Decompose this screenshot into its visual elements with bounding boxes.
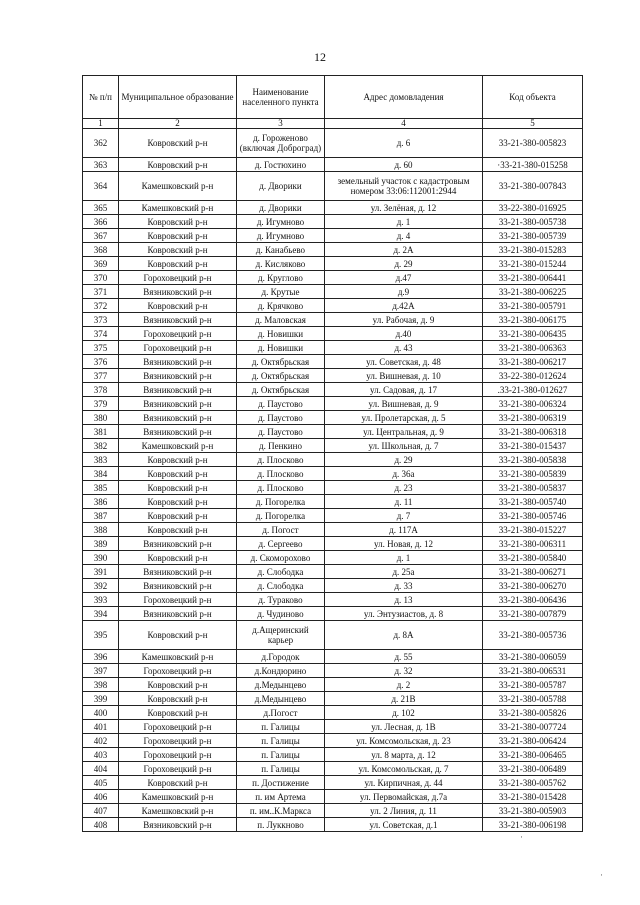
table-row — [83, 706, 583, 720]
municipality-cell: Ковровский р-н — [119, 509, 237, 523]
scan-dot-mark: · — [600, 870, 603, 880]
object-code-cell: 33-21-380-006311 — [483, 537, 583, 551]
municipality-cell: Вязниковский р-н — [119, 607, 237, 621]
table-row — [83, 129, 583, 158]
row-number-cell: 368 — [83, 243, 119, 257]
address-cell: ул. Пролетарская, д. 5 — [325, 411, 483, 425]
header-address: Адрес домовладения — [325, 76, 483, 119]
row-number-cell: 381 — [83, 425, 119, 439]
address-cell: ул. Рабочая, д. 9 — [325, 313, 483, 327]
settlement-cell: д.Ащеринский карьер — [237, 621, 325, 650]
table-row — [83, 313, 583, 327]
row-number-cell: 371 — [83, 285, 119, 299]
table-row — [83, 776, 583, 790]
object-code-cell: 33-21-380-005746 — [483, 509, 583, 523]
table-row — [83, 243, 583, 257]
table-row — [83, 271, 583, 285]
table-row — [83, 565, 583, 579]
table-row — [83, 453, 583, 467]
object-code-cell: 33-21-380-015283 — [483, 243, 583, 257]
table-row — [83, 201, 583, 215]
row-number-cell: 372 — [83, 299, 119, 313]
table-row — [83, 397, 583, 411]
settlement-cell: п. Достижение — [237, 776, 325, 790]
address-cell: д. 6 — [325, 129, 483, 158]
settlement-cell: п. Галицы — [237, 720, 325, 734]
address-cell: ул. 8 марта, д. 12 — [325, 748, 483, 762]
settlement-cell: д. Гостюхино — [237, 158, 325, 172]
address-cell: д. 102 — [325, 706, 483, 720]
row-number-cell: 388 — [83, 523, 119, 537]
municipality-cell: Ковровский р-н — [119, 257, 237, 271]
municipality-cell: Ковровский р-н — [119, 621, 237, 650]
row-number-cell: 403 — [83, 748, 119, 762]
municipality-cell: Гороховецкий р-н — [119, 664, 237, 678]
settlement-cell: д. Дворики — [237, 172, 325, 201]
settlement-cell: д. Гороженово (включая Доброград) — [237, 129, 325, 158]
municipality-cell: Ковровский р-н — [119, 776, 237, 790]
row-number-cell: 375 — [83, 341, 119, 355]
address-cell: д. 29 — [325, 453, 483, 467]
object-code-cell: 33-21-380-006436 — [483, 593, 583, 607]
object-code-cell: 33-21-380-006531 — [483, 664, 583, 678]
municipality-cell: Гороховецкий р-н — [119, 720, 237, 734]
municipality-cell: Камешковский р-н — [119, 650, 237, 664]
municipality-cell: Ковровский р-н — [119, 299, 237, 313]
object-code-cell: 33-21-380-005838 — [483, 453, 583, 467]
row-number-cell: 382 — [83, 439, 119, 453]
object-code-cell: 33-21-380-005903 — [483, 804, 583, 818]
municipality-cell: Вязниковский р-н — [119, 355, 237, 369]
municipality-cell: Ковровский р-н — [119, 692, 237, 706]
municipality-cell: Камешковский р-н — [119, 172, 237, 201]
table-row — [83, 411, 583, 425]
header-municipality: Муниципальное образование — [119, 76, 237, 119]
row-number-cell: 394 — [83, 607, 119, 621]
object-code-cell: 33-21-380-006489 — [483, 762, 583, 776]
column-number: 5 — [483, 119, 583, 129]
object-code-cell: 33-21-380-006441 — [483, 271, 583, 285]
column-number: 4 — [325, 119, 483, 129]
settlement-cell: д. Игумново — [237, 215, 325, 229]
table-row — [83, 285, 583, 299]
settlement-cell: д. Новишки — [237, 327, 325, 341]
address-cell: ул. Энтузиастов, д. 8 — [325, 607, 483, 621]
settlement-cell: д. Октябрьская — [237, 383, 325, 397]
settlement-cell: д. Маловская — [237, 313, 325, 327]
table-body — [83, 129, 583, 832]
settlement-cell: д. Паустово — [237, 411, 325, 425]
address-cell: д. 32 — [325, 664, 483, 678]
address-cell: ул. Советская, д. 48 — [325, 355, 483, 369]
row-number-cell: 397 — [83, 664, 119, 678]
object-code-cell: 33-21-380-015244 — [483, 257, 583, 271]
municipality-cell: Ковровский р-н — [119, 229, 237, 243]
address-cell: д.9 — [325, 285, 483, 299]
municipality-cell: Ковровский р-н — [119, 495, 237, 509]
settlement-cell: д.Медынцево — [237, 678, 325, 692]
settlement-cell: д. Новишки — [237, 341, 325, 355]
address-cell: д. 23 — [325, 481, 483, 495]
row-number-cell: 370 — [83, 271, 119, 285]
municipality-cell: Ковровский р-н — [119, 129, 237, 158]
row-number-cell: 367 — [83, 229, 119, 243]
municipality-cell: Камешковский р-н — [119, 790, 237, 804]
table-row — [83, 720, 583, 734]
row-number-cell: 402 — [83, 734, 119, 748]
object-code-cell: 33-21-380-006319 — [483, 411, 583, 425]
object-code-cell: 33-21-380-006198 — [483, 818, 583, 832]
row-number-cell: 398 — [83, 678, 119, 692]
address-cell: д. 21В — [325, 692, 483, 706]
settlement-cell: д. Паустово — [237, 425, 325, 439]
settlement-cell: д. Погорелка — [237, 495, 325, 509]
municipality-cell: Вязниковский р-н — [119, 285, 237, 299]
address-cell: ул. Вишневая, д. 10 — [325, 369, 483, 383]
column-number-row — [83, 119, 583, 129]
municipality-cell: Ковровский р-н — [119, 215, 237, 229]
settlement-cell: д. Игумново — [237, 229, 325, 243]
municipality-cell: Гороховецкий р-н — [119, 748, 237, 762]
row-number-cell: 385 — [83, 481, 119, 495]
row-number-cell: 366 — [83, 215, 119, 229]
table-row — [83, 523, 583, 537]
object-code-cell: 33-21-380-015227 — [483, 523, 583, 537]
table-row — [83, 678, 583, 692]
row-number-cell: 369 — [83, 257, 119, 271]
object-code-cell: 33-21-380-005791 — [483, 299, 583, 313]
row-number-cell: 401 — [83, 720, 119, 734]
address-cell: д.47 — [325, 271, 483, 285]
row-number-cell: 407 — [83, 804, 119, 818]
municipality-cell: Вязниковский р-н — [119, 369, 237, 383]
address-cell: д. 2А — [325, 243, 483, 257]
settlement-cell: д. Тураково — [237, 593, 325, 607]
address-cell: ул. Комсомольская, д. 7 — [325, 762, 483, 776]
settlement-cell: п. Луккново — [237, 818, 325, 832]
table-row — [83, 650, 583, 664]
row-number-cell: 395 — [83, 621, 119, 650]
object-code-cell: .33-21-380-012627 — [483, 383, 583, 397]
column-number: 3 — [237, 119, 325, 129]
municipality-cell: Ковровский р-н — [119, 523, 237, 537]
settlement-cell: д. Кисляково — [237, 257, 325, 271]
object-code-cell: 33-21-380-005740 — [483, 495, 583, 509]
municipality-cell: Ковровский р-н — [119, 706, 237, 720]
table-row — [83, 509, 583, 523]
row-number-cell: 404 — [83, 762, 119, 776]
object-code-cell: 33-21-380-006225 — [483, 285, 583, 299]
table-row — [83, 818, 583, 832]
address-cell: ул. Садовая, д. 17 — [325, 383, 483, 397]
row-number-cell: 373 — [83, 313, 119, 327]
settlement-cell: п. Галицы — [237, 734, 325, 748]
row-number-cell: 378 — [83, 383, 119, 397]
municipality-cell: Вязниковский р-н — [119, 383, 237, 397]
municipality-cell: Гороховецкий р-н — [119, 327, 237, 341]
object-code-cell: 33-21-380-006435 — [483, 327, 583, 341]
settlement-cell: д. Скоморохово — [237, 551, 325, 565]
table-row — [83, 762, 583, 776]
municipality-cell: Гороховецкий р-н — [119, 593, 237, 607]
address-cell: д. 1 — [325, 551, 483, 565]
address-cell: д. 8А — [325, 621, 483, 650]
settlement-cell: д. Круглово — [237, 271, 325, 285]
settlement-cell: д. Плосково — [237, 467, 325, 481]
table-row — [83, 537, 583, 551]
object-code-cell: 33-22-380-016925 — [483, 201, 583, 215]
row-number-cell: 392 — [83, 579, 119, 593]
object-code-cell: ·33-21-380-015258 — [483, 158, 583, 172]
table-row — [83, 229, 583, 243]
object-code-cell: 33-21-380-006271 — [483, 565, 583, 579]
municipality-cell: Ковровский р-н — [119, 551, 237, 565]
header-number: № п/п — [83, 76, 119, 119]
municipality-cell: Вязниковский р-н — [119, 537, 237, 551]
municipality-cell: Ковровский р-н — [119, 467, 237, 481]
scan-dot-mark: · — [520, 832, 523, 842]
object-code-cell: 33-21-380-006175 — [483, 313, 583, 327]
row-number-cell: 377 — [83, 369, 119, 383]
object-code-cell: 33-21-380-006424 — [483, 734, 583, 748]
row-number-cell: 390 — [83, 551, 119, 565]
address-cell: ул. Школьная, д. 7 — [325, 439, 483, 453]
address-cell: д. 1 — [325, 215, 483, 229]
row-number-cell: 386 — [83, 495, 119, 509]
municipality-cell: Камешковский р-н — [119, 439, 237, 453]
table-row — [83, 383, 583, 397]
address-cell: д. 60 — [325, 158, 483, 172]
settlement-cell: д. Паустово — [237, 397, 325, 411]
row-number-cell: 406 — [83, 790, 119, 804]
table-row — [83, 551, 583, 565]
municipality-cell: Камешковский р-н — [119, 201, 237, 215]
settlement-cell: д. Октябрьская — [237, 369, 325, 383]
object-code-cell: 33-21-380-005840 — [483, 551, 583, 565]
row-number-cell: 396 — [83, 650, 119, 664]
table-row — [83, 692, 583, 706]
table-row — [83, 495, 583, 509]
object-code-cell: 33-21-380-005826 — [483, 706, 583, 720]
page-number: 12 — [314, 50, 326, 64]
object-code-cell: 33-21-380-015428 — [483, 790, 583, 804]
table-row — [83, 804, 583, 818]
municipality-cell: Ковровский р-н — [119, 481, 237, 495]
object-code-cell: 33-21-380-006217 — [483, 355, 583, 369]
settlement-cell: д. Дворики — [237, 201, 325, 215]
table-row — [83, 369, 583, 383]
address-cell: д. 43 — [325, 341, 483, 355]
address-cell: д. 33 — [325, 579, 483, 593]
table-row — [83, 664, 583, 678]
municipality-cell: Камешковский р-н — [119, 804, 237, 818]
table-row — [83, 467, 583, 481]
settlement-cell: д. Канабьево — [237, 243, 325, 257]
object-code-cell: 33-21-380-006059 — [483, 650, 583, 664]
table-row — [83, 299, 583, 313]
object-code-cell: 33-21-380-005739 — [483, 229, 583, 243]
settlement-cell: д.Кондюрино — [237, 664, 325, 678]
table-row — [83, 481, 583, 495]
address-cell: д. 29 — [325, 257, 483, 271]
row-number-cell: 383 — [83, 453, 119, 467]
table-row — [83, 355, 583, 369]
object-code-cell: 33-21-380-006270 — [483, 579, 583, 593]
settlement-cell: д. Крячково — [237, 299, 325, 313]
table-row — [83, 579, 583, 593]
municipality-cell: Вязниковский р-н — [119, 818, 237, 832]
row-number-cell: 405 — [83, 776, 119, 790]
address-cell: д. 7 — [325, 509, 483, 523]
municipality-cell: Ковровский р-н — [119, 158, 237, 172]
address-cell: ул. 2 Линия, д. 11 — [325, 804, 483, 818]
settlement-cell: д.Погост — [237, 706, 325, 720]
address-cell: ул. Лесная, д. 1В — [325, 720, 483, 734]
row-number-cell: 389 — [83, 537, 119, 551]
row-number-cell: 364 — [83, 172, 119, 201]
municipality-cell: Вязниковский р-н — [119, 397, 237, 411]
row-number-cell: 384 — [83, 467, 119, 481]
address-cell: д. 13 — [325, 593, 483, 607]
address-cell: ул. Зелёная, д. 12 — [325, 201, 483, 215]
object-code-cell: 33-21-380-005762 — [483, 776, 583, 790]
object-code-cell: 33-21-380-005736 — [483, 621, 583, 650]
object-code-cell: 33-21-380-005837 — [483, 481, 583, 495]
address-cell: д. 117А — [325, 523, 483, 537]
address-cell: д. 25а — [325, 565, 483, 579]
object-code-cell: 33-21-380-006465 — [483, 748, 583, 762]
address-cell: д. 4 — [325, 229, 483, 243]
object-code-cell: 33-22-380-012624 — [483, 369, 583, 383]
address-cell: ул. Новая, д. 12 — [325, 537, 483, 551]
settlement-cell: д. Плосково — [237, 481, 325, 495]
settlement-cell: д.Медынцево — [237, 692, 325, 706]
address-cell: д.42А — [325, 299, 483, 313]
address-cell: д. 55 — [325, 650, 483, 664]
row-number-cell: 380 — [83, 411, 119, 425]
table-row — [83, 257, 583, 271]
table-row — [83, 593, 583, 607]
address-cell: д. 11 — [325, 495, 483, 509]
registry-table — [82, 75, 583, 832]
row-number-cell: 399 — [83, 692, 119, 706]
object-code-cell: 33-21-380-006318 — [483, 425, 583, 439]
object-code-cell: 33-21-380-005788 — [483, 692, 583, 706]
address-cell: ул. Советская, д.1 — [325, 818, 483, 832]
settlement-cell: д. Слободка — [237, 565, 325, 579]
settlement-cell: д. Плосково — [237, 453, 325, 467]
row-number-cell: 379 — [83, 397, 119, 411]
column-number: 2 — [119, 119, 237, 129]
address-cell: д. 2 — [325, 678, 483, 692]
municipality-cell: Вязниковский р-н — [119, 565, 237, 579]
object-code-cell: 33-21-380-005823 — [483, 129, 583, 158]
address-cell: ул. Центральная, д. 9 — [325, 425, 483, 439]
object-code-cell: 33-21-380-007879 — [483, 607, 583, 621]
settlement-cell: п. им Артема — [237, 790, 325, 804]
municipality-cell: Гороховецкий р-н — [119, 341, 237, 355]
settlement-cell: д. Слободка — [237, 579, 325, 593]
settlement-cell: д. Погост — [237, 523, 325, 537]
object-code-cell: 33-21-380-006324 — [483, 397, 583, 411]
table-row — [83, 158, 583, 172]
table-row — [83, 425, 583, 439]
municipality-cell: Вязниковский р-н — [119, 411, 237, 425]
municipality-cell: Вязниковский р-н — [119, 579, 237, 593]
object-code-cell: 33-21-380-005787 — [483, 678, 583, 692]
header-object-code: Код объекта — [483, 76, 583, 119]
table-header-row — [83, 76, 583, 119]
table-row — [83, 327, 583, 341]
row-number-cell: 400 — [83, 706, 119, 720]
object-code-cell: 33-21-380-006363 — [483, 341, 583, 355]
object-code-cell: 33-21-380-007843 — [483, 172, 583, 201]
object-code-cell: 33-21-380-005839 — [483, 467, 583, 481]
address-cell: ул. Комсомольская, д. 23 — [325, 734, 483, 748]
municipality-cell: Ковровский р-н — [119, 453, 237, 467]
address-cell: д. 36а — [325, 467, 483, 481]
row-number-cell: 374 — [83, 327, 119, 341]
object-code-cell: 33-21-380-007724 — [483, 720, 583, 734]
row-number-cell: 365 — [83, 201, 119, 215]
municipality-cell: Вязниковский р-н — [119, 313, 237, 327]
settlement-cell: п. им..К.Маркса — [237, 804, 325, 818]
settlement-cell: д. Пенкино — [237, 439, 325, 453]
object-code-cell: 33-21-380-005738 — [483, 215, 583, 229]
settlement-cell: п. Галицы — [237, 748, 325, 762]
settlement-cell: д. Октябрьская — [237, 355, 325, 369]
table-row — [83, 621, 583, 650]
settlement-cell: д.Городок — [237, 650, 325, 664]
settlement-cell: д. Погорелка — [237, 509, 325, 523]
row-number-cell: 391 — [83, 565, 119, 579]
municipality-cell: Ковровский р-н — [119, 678, 237, 692]
address-cell: земельный участок с кадастровым номером 33:06:112001:2944 — [325, 172, 483, 201]
address-cell: ул. Вишневая, д. 9 — [325, 397, 483, 411]
header-settlement: Наименование населенного пункта — [237, 76, 325, 119]
table-row — [83, 748, 583, 762]
settlement-cell: д. Крутые — [237, 285, 325, 299]
municipality-cell: Гороховецкий р-н — [119, 762, 237, 776]
row-number-cell: 408 — [83, 818, 119, 832]
municipality-cell: Вязниковский р-н — [119, 425, 237, 439]
object-code-cell: 33-21-380-015437 — [483, 439, 583, 453]
table-row — [83, 215, 583, 229]
address-cell: д.40 — [325, 327, 483, 341]
row-number-cell: 376 — [83, 355, 119, 369]
table-row — [83, 734, 583, 748]
municipality-cell: Гороховецкий р-н — [119, 734, 237, 748]
settlement-cell: п. Галицы — [237, 762, 325, 776]
row-number-cell: 387 — [83, 509, 119, 523]
settlement-cell: д. Чудиново — [237, 607, 325, 621]
table-row — [83, 607, 583, 621]
table-row — [83, 790, 583, 804]
row-number-cell: 362 — [83, 129, 119, 158]
municipality-cell: Ковровский р-н — [119, 243, 237, 257]
row-number-cell: 393 — [83, 593, 119, 607]
address-cell: ул. Кирпичная, д. 44 — [325, 776, 483, 790]
table-row — [83, 439, 583, 453]
address-cell: ул. Первомайская, д.7а — [325, 790, 483, 804]
column-number: 1 — [83, 119, 119, 129]
municipality-cell: Гороховецкий р-н — [119, 271, 237, 285]
table-row — [83, 172, 583, 201]
row-number-cell: 363 — [83, 158, 119, 172]
table-row — [83, 341, 583, 355]
settlement-cell: д. Сергеево — [237, 537, 325, 551]
